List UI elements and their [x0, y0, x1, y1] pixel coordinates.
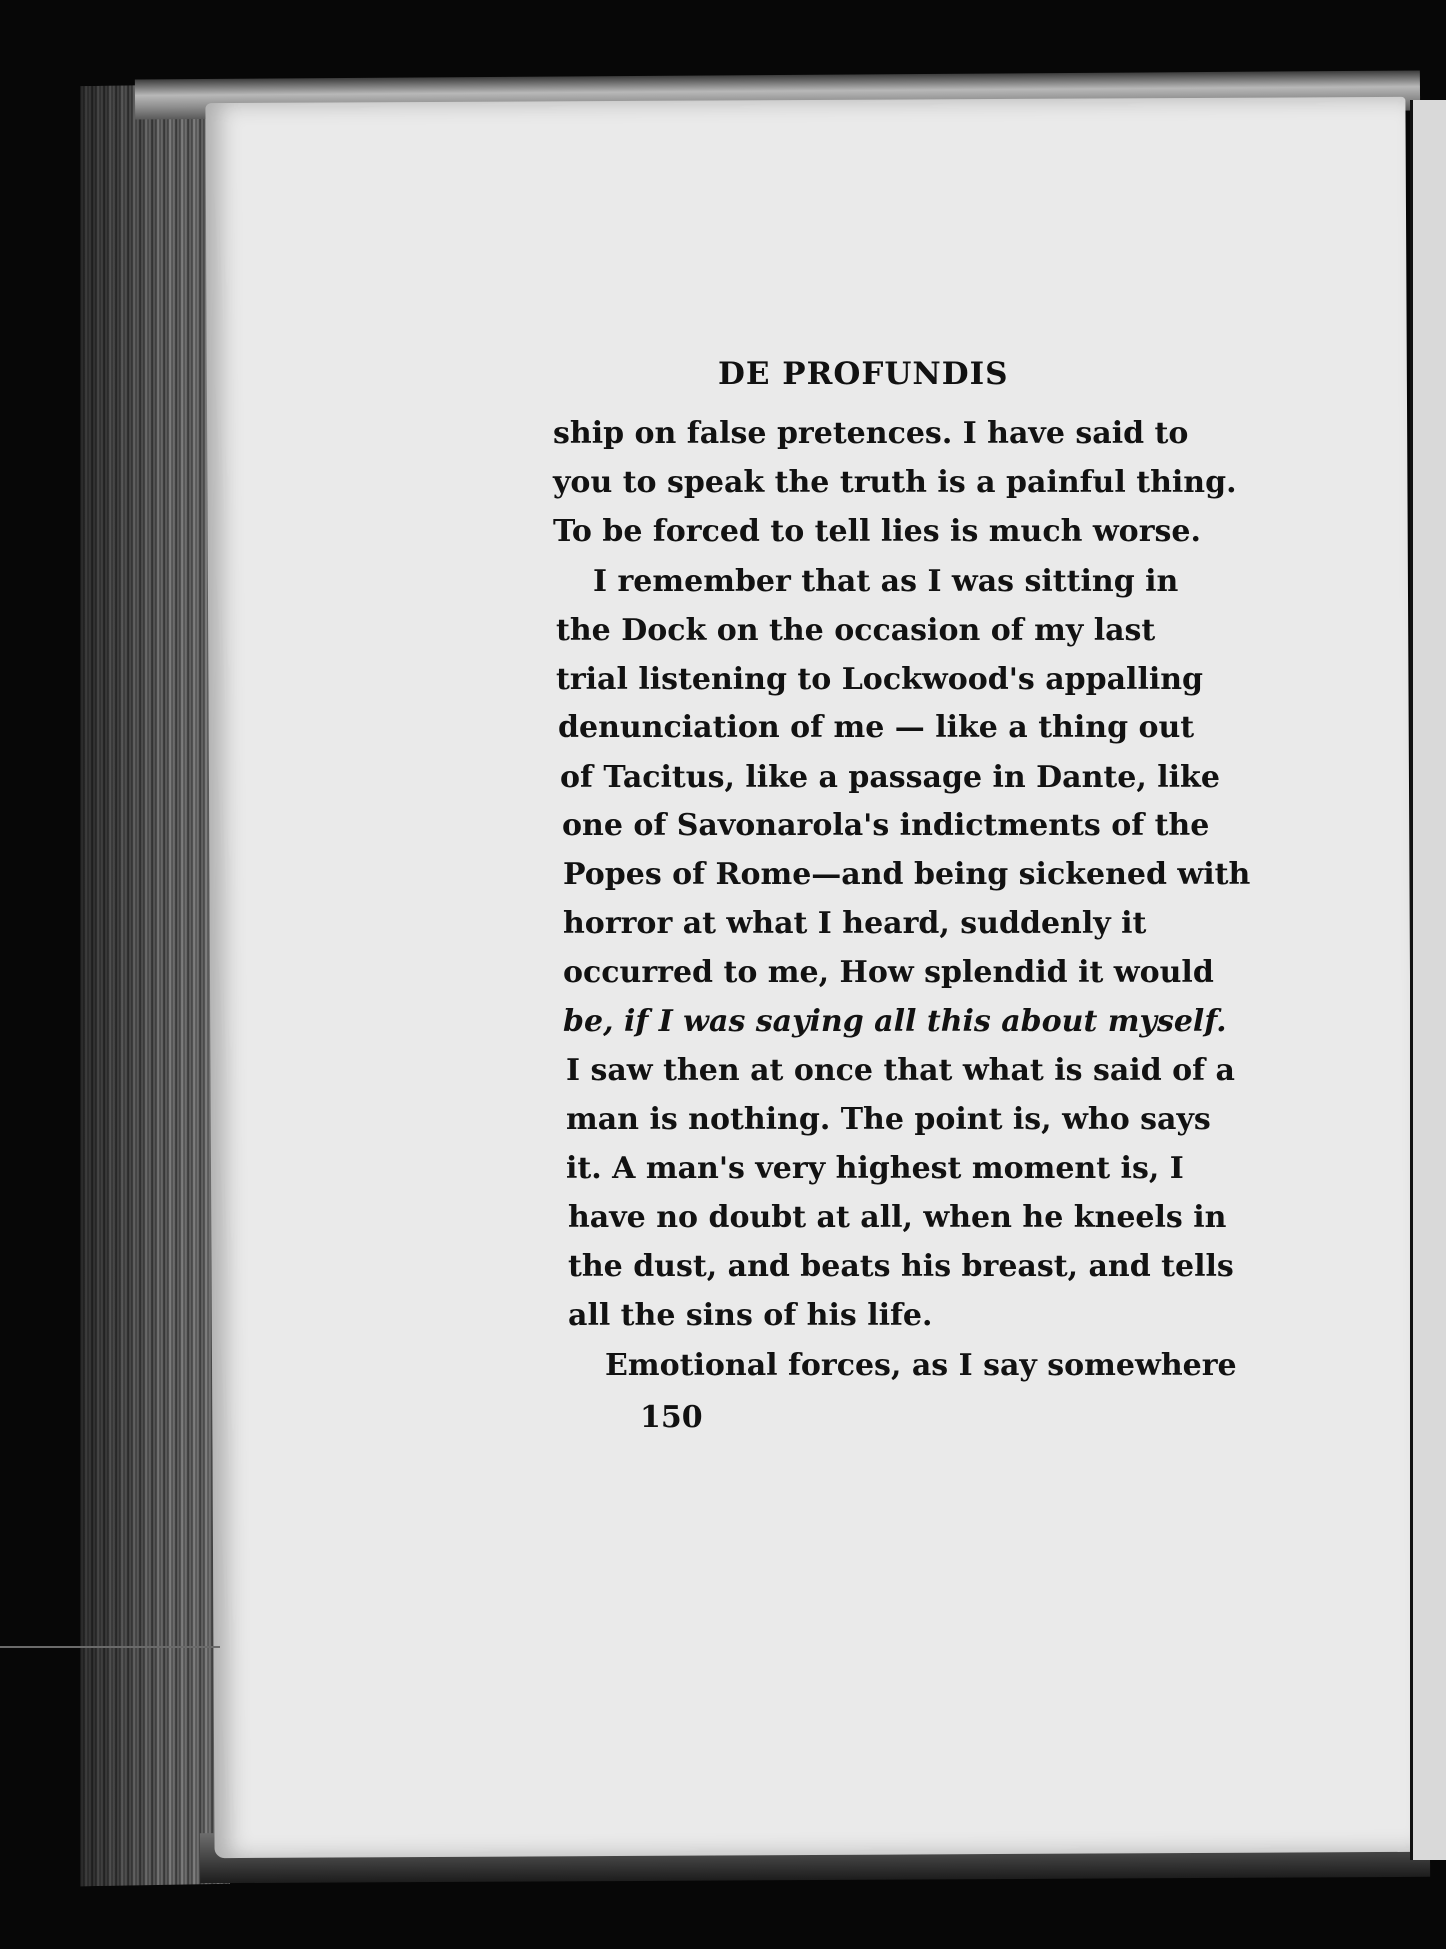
text-line: you to speak the truth is a painful thing. [553, 465, 1237, 500]
text-line: I saw then at once that what is said of a [566, 1053, 1235, 1088]
text-line: occurred to me, How splendid it would [563, 955, 1214, 990]
facing-page-edge [1410, 100, 1446, 1860]
text-line: all the sins of his life. [568, 1298, 933, 1333]
text-line: trial listening to Lockwood's appalling [556, 662, 1204, 697]
text-line: the Dock on the occasion of my last [556, 613, 1156, 648]
text-line: Popes of Rome—and being sickened with [563, 857, 1251, 892]
text-line: I remember that as I was sitting in [593, 564, 1179, 599]
running-head: DE PROFUNDIS [718, 356, 1009, 392]
text-line: ship on false pretences. I have said to [553, 416, 1189, 451]
text-line: denunciation of me — like a thing out [558, 710, 1195, 745]
text-line: To be forced to tell lies is much worse. [553, 514, 1201, 549]
text-line: man is nothing. The point is, who says [566, 1102, 1211, 1137]
text-line: of Tacitus, like a passage in Dante, like [560, 760, 1220, 795]
text-line: it. A man's very highest moment is, I [566, 1151, 1184, 1186]
text-line: Emotional forces, as I say somewhere [605, 1348, 1237, 1383]
text-line: have no doubt at all, when he kneels in [568, 1200, 1227, 1235]
text-line: horror at what I heard, suddenly it [563, 906, 1147, 941]
text-line: one of Savonarola's indictments of the [562, 808, 1210, 843]
page-number: 150 [640, 1400, 703, 1435]
text-line-italic: be, if I was saying all this about myself. [563, 1004, 1227, 1039]
scan-artifact-line [0, 1646, 220, 1648]
text-line: the dust, and beats his breast, and tells [568, 1249, 1234, 1284]
